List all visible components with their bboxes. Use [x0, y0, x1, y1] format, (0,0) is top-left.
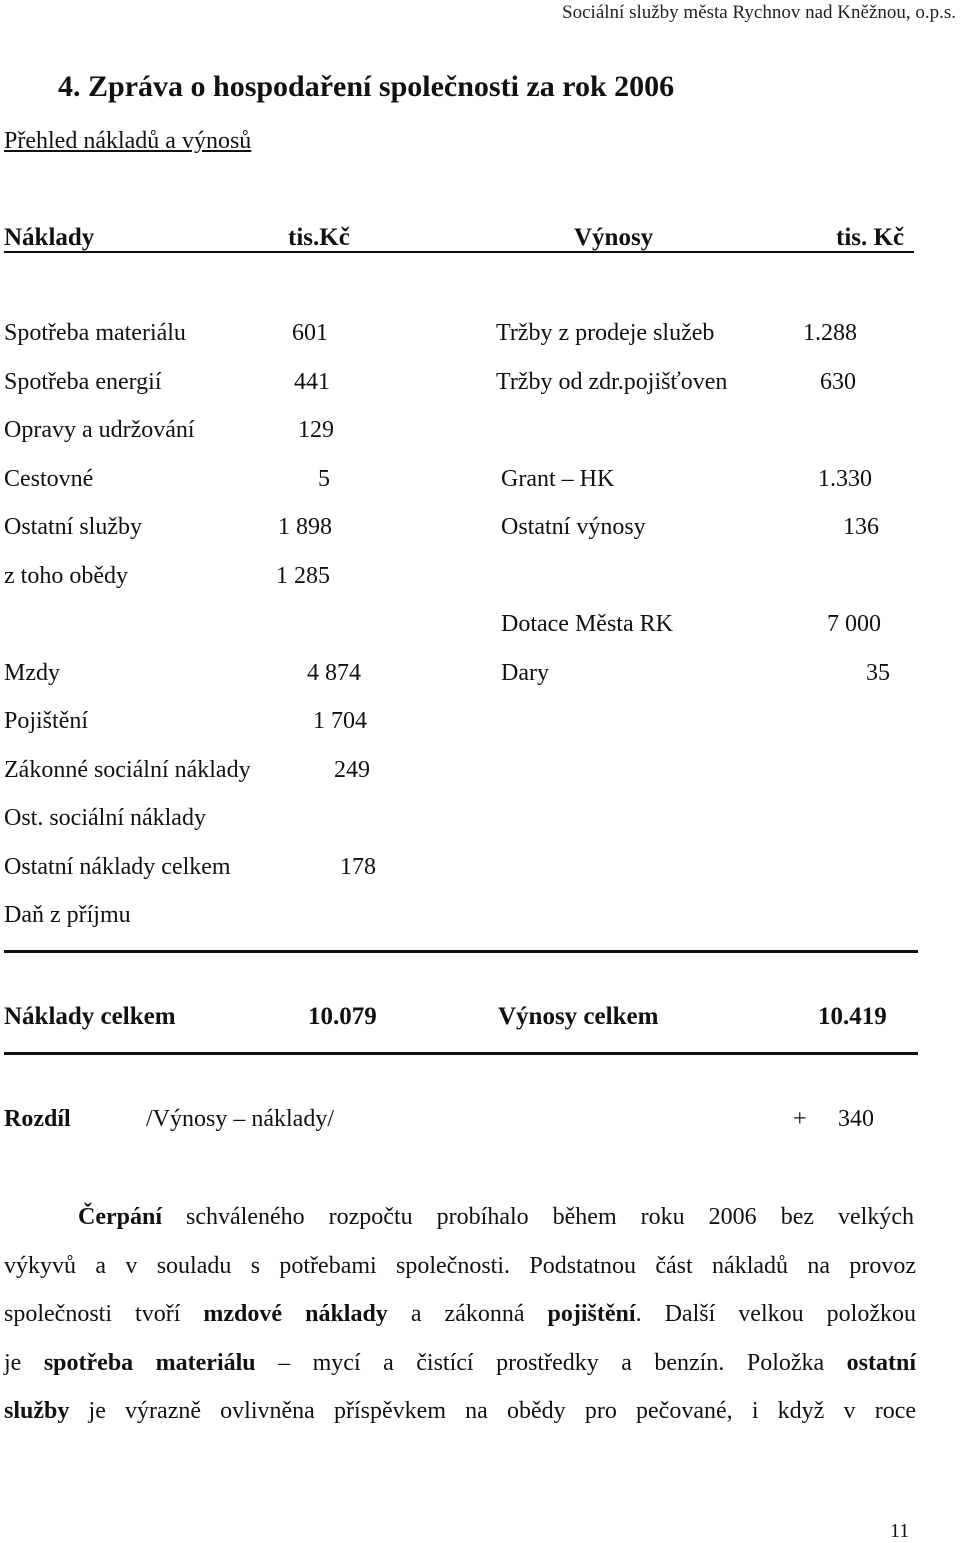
paragraph-line: Čerpání schváleného rozpočtu probíhalo během roku 2006 bez velkých: [78, 1204, 914, 1230]
cost-value: 5: [318, 466, 330, 492]
revenues-unit-header: tis. Kč: [836, 224, 905, 251]
bold-term: Čerpání: [78, 1204, 162, 1230]
revenues-total-label: Výnosy celkem: [498, 1003, 659, 1030]
cost-label: Cestovné: [4, 466, 94, 492]
section-subtitle: Přehled nákladů a výnosů: [4, 128, 252, 154]
totals-bottom-rule: [4, 1052, 918, 1055]
revenues-header: Výnosy: [574, 224, 654, 251]
paragraph-line: je spotřeba materiálu – mycí a čistící prostředky a benzín. Položka ostatní: [4, 1350, 917, 1376]
revenue-value: 1.288: [803, 320, 857, 346]
cost-value: 1 285: [276, 563, 330, 589]
cost-label: Pojištění: [4, 708, 89, 734]
costs-total-label: Náklady celkem: [4, 1003, 176, 1030]
cost-label: Zákonné sociální náklady: [4, 757, 251, 783]
section-title: 4. Zpráva o hospodaření společnosti za rok 2006: [58, 70, 675, 103]
running-header: Sociální služby města Rychnov nad Kněžnou, o.p.s.: [562, 2, 956, 23]
revenue-label: Grant – HK: [501, 466, 615, 492]
costs-total-value: 10.079: [308, 1003, 377, 1030]
cost-value: 441: [294, 369, 330, 395]
revenue-value: 136: [843, 514, 879, 540]
header-underline: [4, 251, 914, 253]
cost-label: Spotřeba energií: [4, 369, 162, 395]
bold-term: spotřeba materiálu: [43, 1350, 256, 1376]
revenue-label: Ostatní výnosy: [501, 514, 646, 540]
bold-term: ostatní: [846, 1350, 917, 1376]
cost-label: Daň z příjmu: [4, 902, 131, 928]
cost-label: Spotřeba materiálu: [4, 320, 186, 346]
bold-term: pojištění: [547, 1301, 636, 1327]
cost-label: Opravy a udržování: [4, 417, 195, 443]
costs-unit-header: tis.Kč: [288, 224, 350, 251]
revenue-label: Tržby z prodeje služeb: [496, 320, 715, 346]
cost-label: Ostatní náklady celkem: [4, 854, 231, 880]
paragraph-line: služby je výrazně ovlivněna příspěvkem na obědy pro pečované, i když v roce: [4, 1398, 916, 1424]
revenue-value: 7 000: [827, 611, 881, 637]
costs-header: Náklady: [4, 224, 95, 251]
cost-value: 1 898: [278, 514, 332, 540]
revenue-label: Dary: [501, 660, 549, 686]
revenues-total-value: 10.419: [818, 1003, 887, 1030]
revenue-value: 630: [820, 369, 856, 395]
paragraph-line: výkyvů a v souladu s potřebami společnosti. Podstatnou část nákladů na provoz: [4, 1253, 916, 1279]
cost-label: Ostatní služby: [4, 514, 142, 540]
revenue-label: Dotace Města RK: [501, 611, 673, 637]
cost-label: Ost. sociální náklady: [4, 805, 206, 831]
revenue-value: 35: [866, 660, 890, 686]
bold-term: služby: [4, 1398, 70, 1424]
difference-formula: /Výnosy – náklady/: [146, 1106, 334, 1132]
cost-label: Mzdy: [4, 660, 60, 686]
difference-sign: +: [793, 1106, 807, 1132]
cost-value: 601: [292, 320, 328, 346]
difference-value: 340: [838, 1106, 874, 1132]
totals-top-rule: [4, 950, 918, 953]
bold-term: mzdové náklady: [203, 1301, 388, 1327]
paragraph-line: společnosti tvoří mzdové náklady a zákonná pojištění. Další velkou položkou: [4, 1301, 916, 1327]
page-number: 11: [890, 1520, 910, 1542]
cost-value: 249: [334, 757, 370, 783]
cost-value: 129: [298, 417, 334, 443]
revenue-value: 1.330: [818, 466, 872, 492]
cost-value: 4 874: [307, 660, 361, 686]
revenue-label: Tržby od zdr.pojišťoven: [496, 369, 728, 395]
cost-value: 178: [340, 854, 376, 880]
difference-label: Rozdíl: [4, 1106, 71, 1132]
cost-label: z toho obědy: [4, 563, 128, 589]
cost-value: 1 704: [313, 708, 367, 734]
